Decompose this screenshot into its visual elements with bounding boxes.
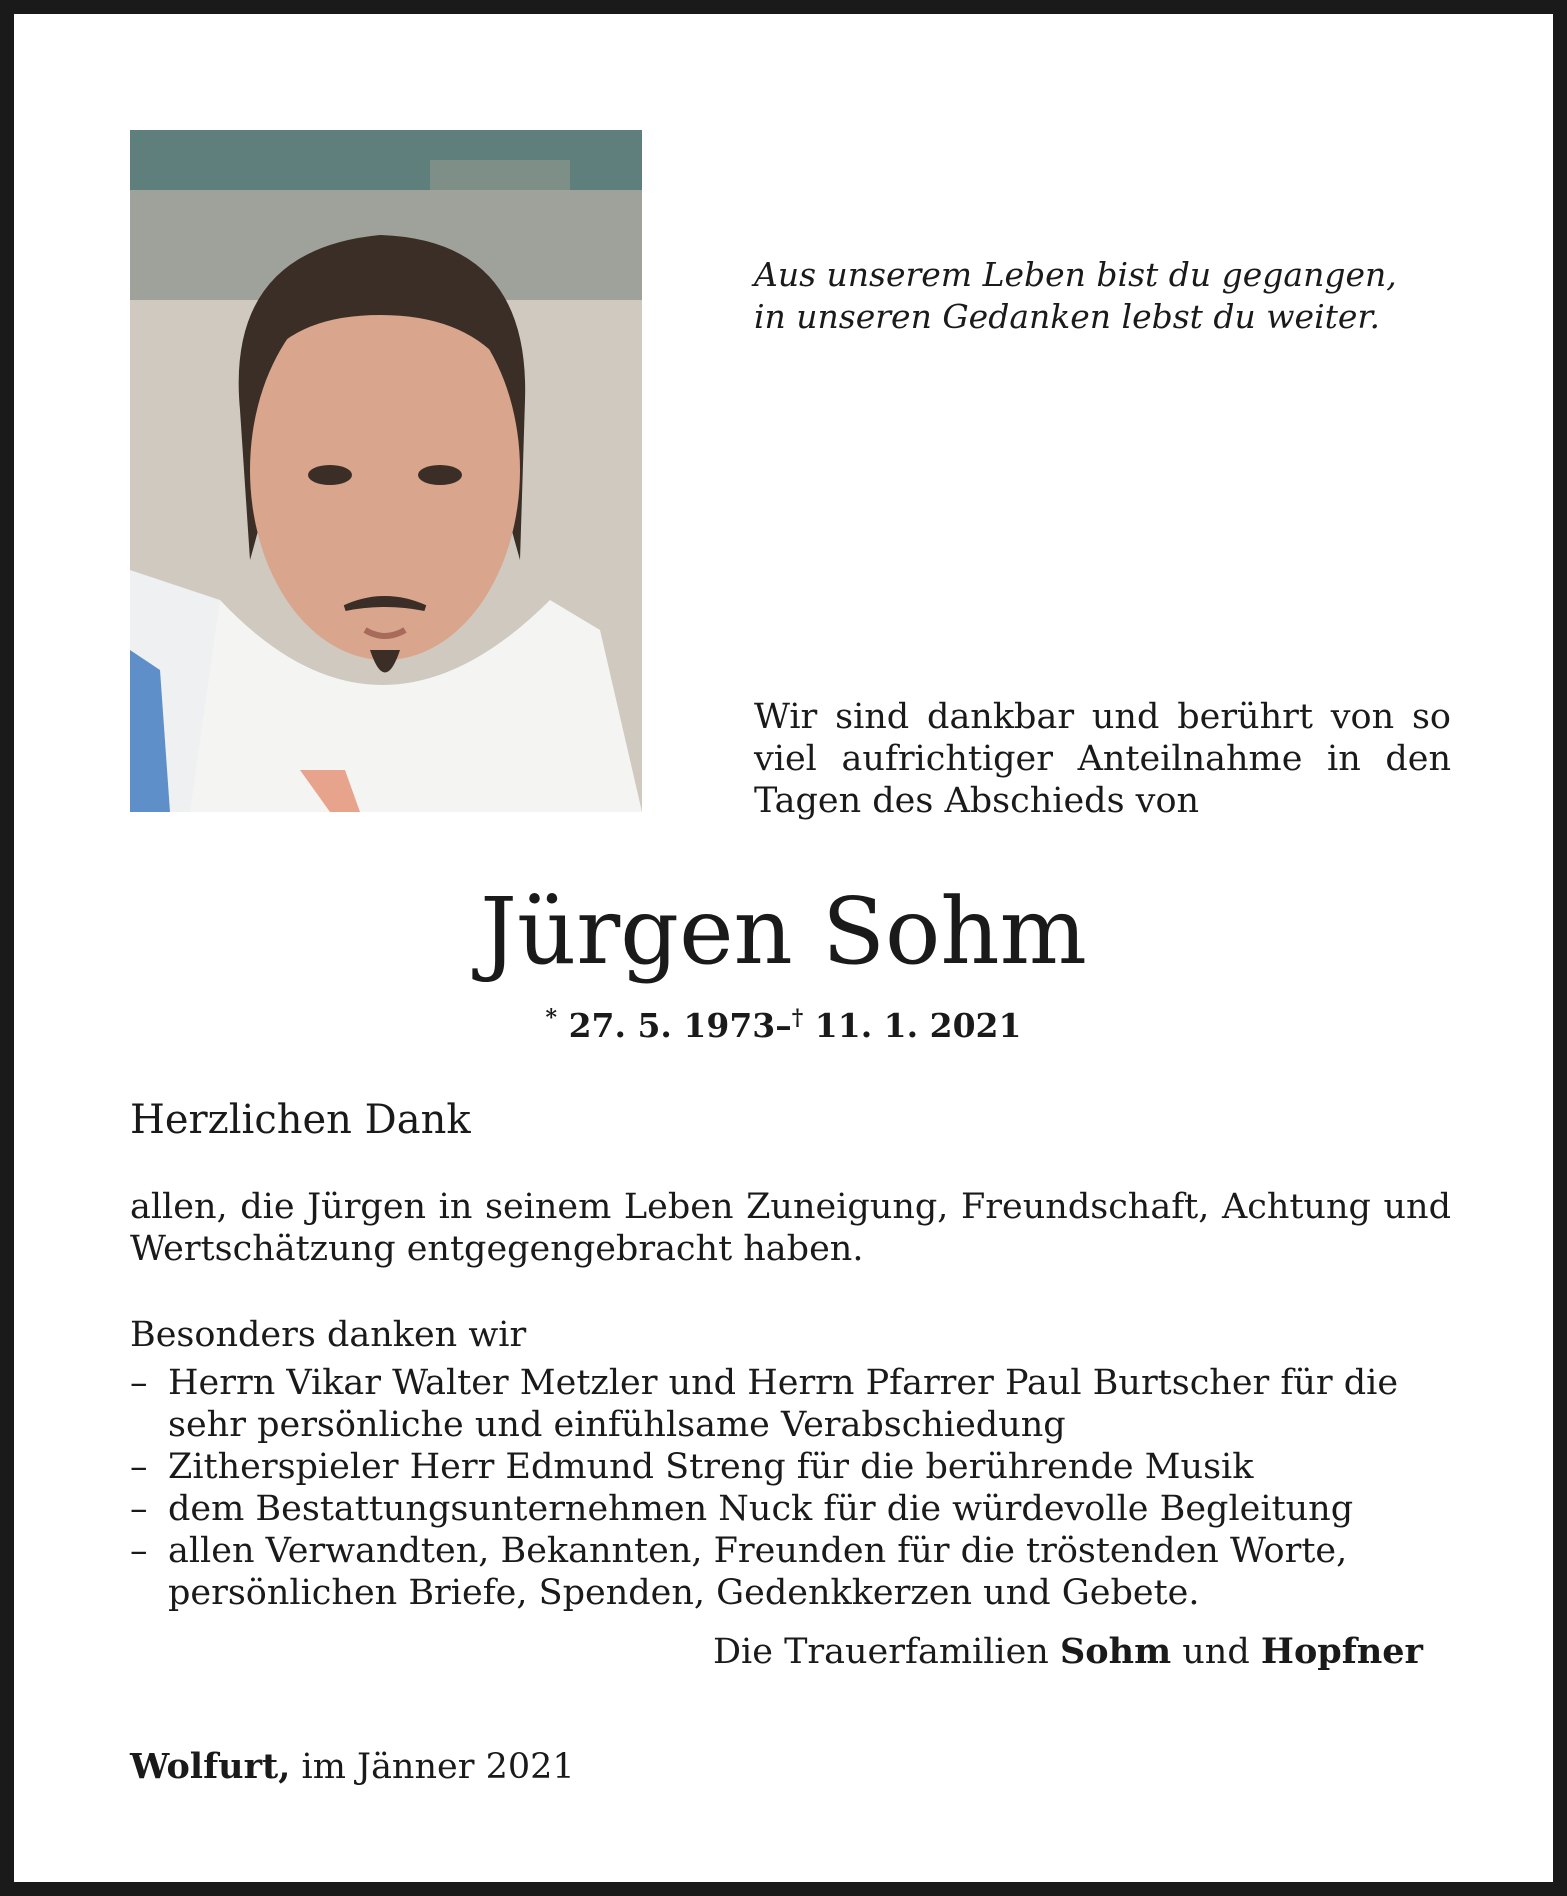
portrait-photo	[130, 130, 642, 812]
signature-family-1: Sohm	[1060, 1631, 1172, 1672]
birth-date: 27. 5. 1973	[568, 1006, 776, 1045]
list-item	[130, 1362, 1451, 1446]
signature-prefix: Die Trauerfamilien	[712, 1632, 1049, 1672]
list-dash: –	[130, 1489, 148, 1529]
quote-line-2: in unseren Gedanken lebst du weiter.	[754, 297, 1381, 336]
deceased-name: Jürgen Sohm	[480, 878, 1087, 985]
date-separator: –	[775, 1006, 792, 1045]
thanks-heading: Herzlichen Dank	[130, 1097, 471, 1143]
thanks-paragraph	[130, 1186, 1451, 1270]
death-date: 11. 1. 2021	[814, 1006, 1022, 1045]
list-dash: –	[130, 1363, 148, 1403]
family-signature	[713, 1631, 1423, 1673]
thanks-paragraph-line-2: Wertschätzung entgegengebracht haben.	[130, 1229, 864, 1269]
list-item-text: allen Verwandten, Bekannten, Freunden für die tröstenden Worte, persönlichen Briefe, Spenden, Gedenkkerzen und Gebete.	[168, 1531, 1348, 1613]
list-item-text: dem Bestattungsunternehmen Nuck für die würdevolle Begleitung	[168, 1489, 1354, 1529]
death-cross-icon: †	[791, 1005, 804, 1031]
memorial-quote	[754, 254, 1397, 338]
special-thanks-list	[130, 1362, 1451, 1614]
intro-line-1: Wir sind dankbar und berührt von so	[754, 697, 1451, 737]
list-dash: –	[130, 1531, 148, 1571]
signature-conjunction: und	[1182, 1632, 1250, 1672]
quote-line-1: Aus unserem Leben bist du gegangen,	[754, 255, 1397, 294]
special-thanks-intro: Besonders danken wir	[130, 1315, 527, 1355]
list-item	[130, 1488, 1451, 1530]
intro-text	[754, 696, 1451, 822]
intro-line-3: Tagen des Abschieds von	[754, 781, 1200, 821]
list-item	[130, 1530, 1451, 1614]
intro-line-2: viel aufrichtiger Anteilnahme in den	[754, 739, 1451, 779]
thanks-paragraph-line-1: allen, die Jürgen in seinem Leben Zuneigung, Freundschaft, Achtung und	[130, 1187, 1451, 1227]
list-item-text: Zitherspieler Herr Edmund Streng für die berührende Musik	[168, 1447, 1254, 1487]
birth-star-icon: *	[545, 1005, 558, 1031]
notice-date: im Jänner 2021	[301, 1747, 575, 1787]
list-item-text: Herrn Vikar Walter Metzler und Herrn Pfarrer Paul Burtscher für die sehr persönliche und einfühlsame Verabschiedung	[168, 1363, 1399, 1445]
life-dates	[14, 1006, 1553, 1046]
list-dash: –	[130, 1447, 148, 1487]
place-date	[130, 1746, 575, 1788]
list-item	[130, 1446, 1451, 1488]
place-name: Wolfurt,	[130, 1746, 291, 1787]
signature-family-2: Hopfner	[1260, 1631, 1423, 1672]
